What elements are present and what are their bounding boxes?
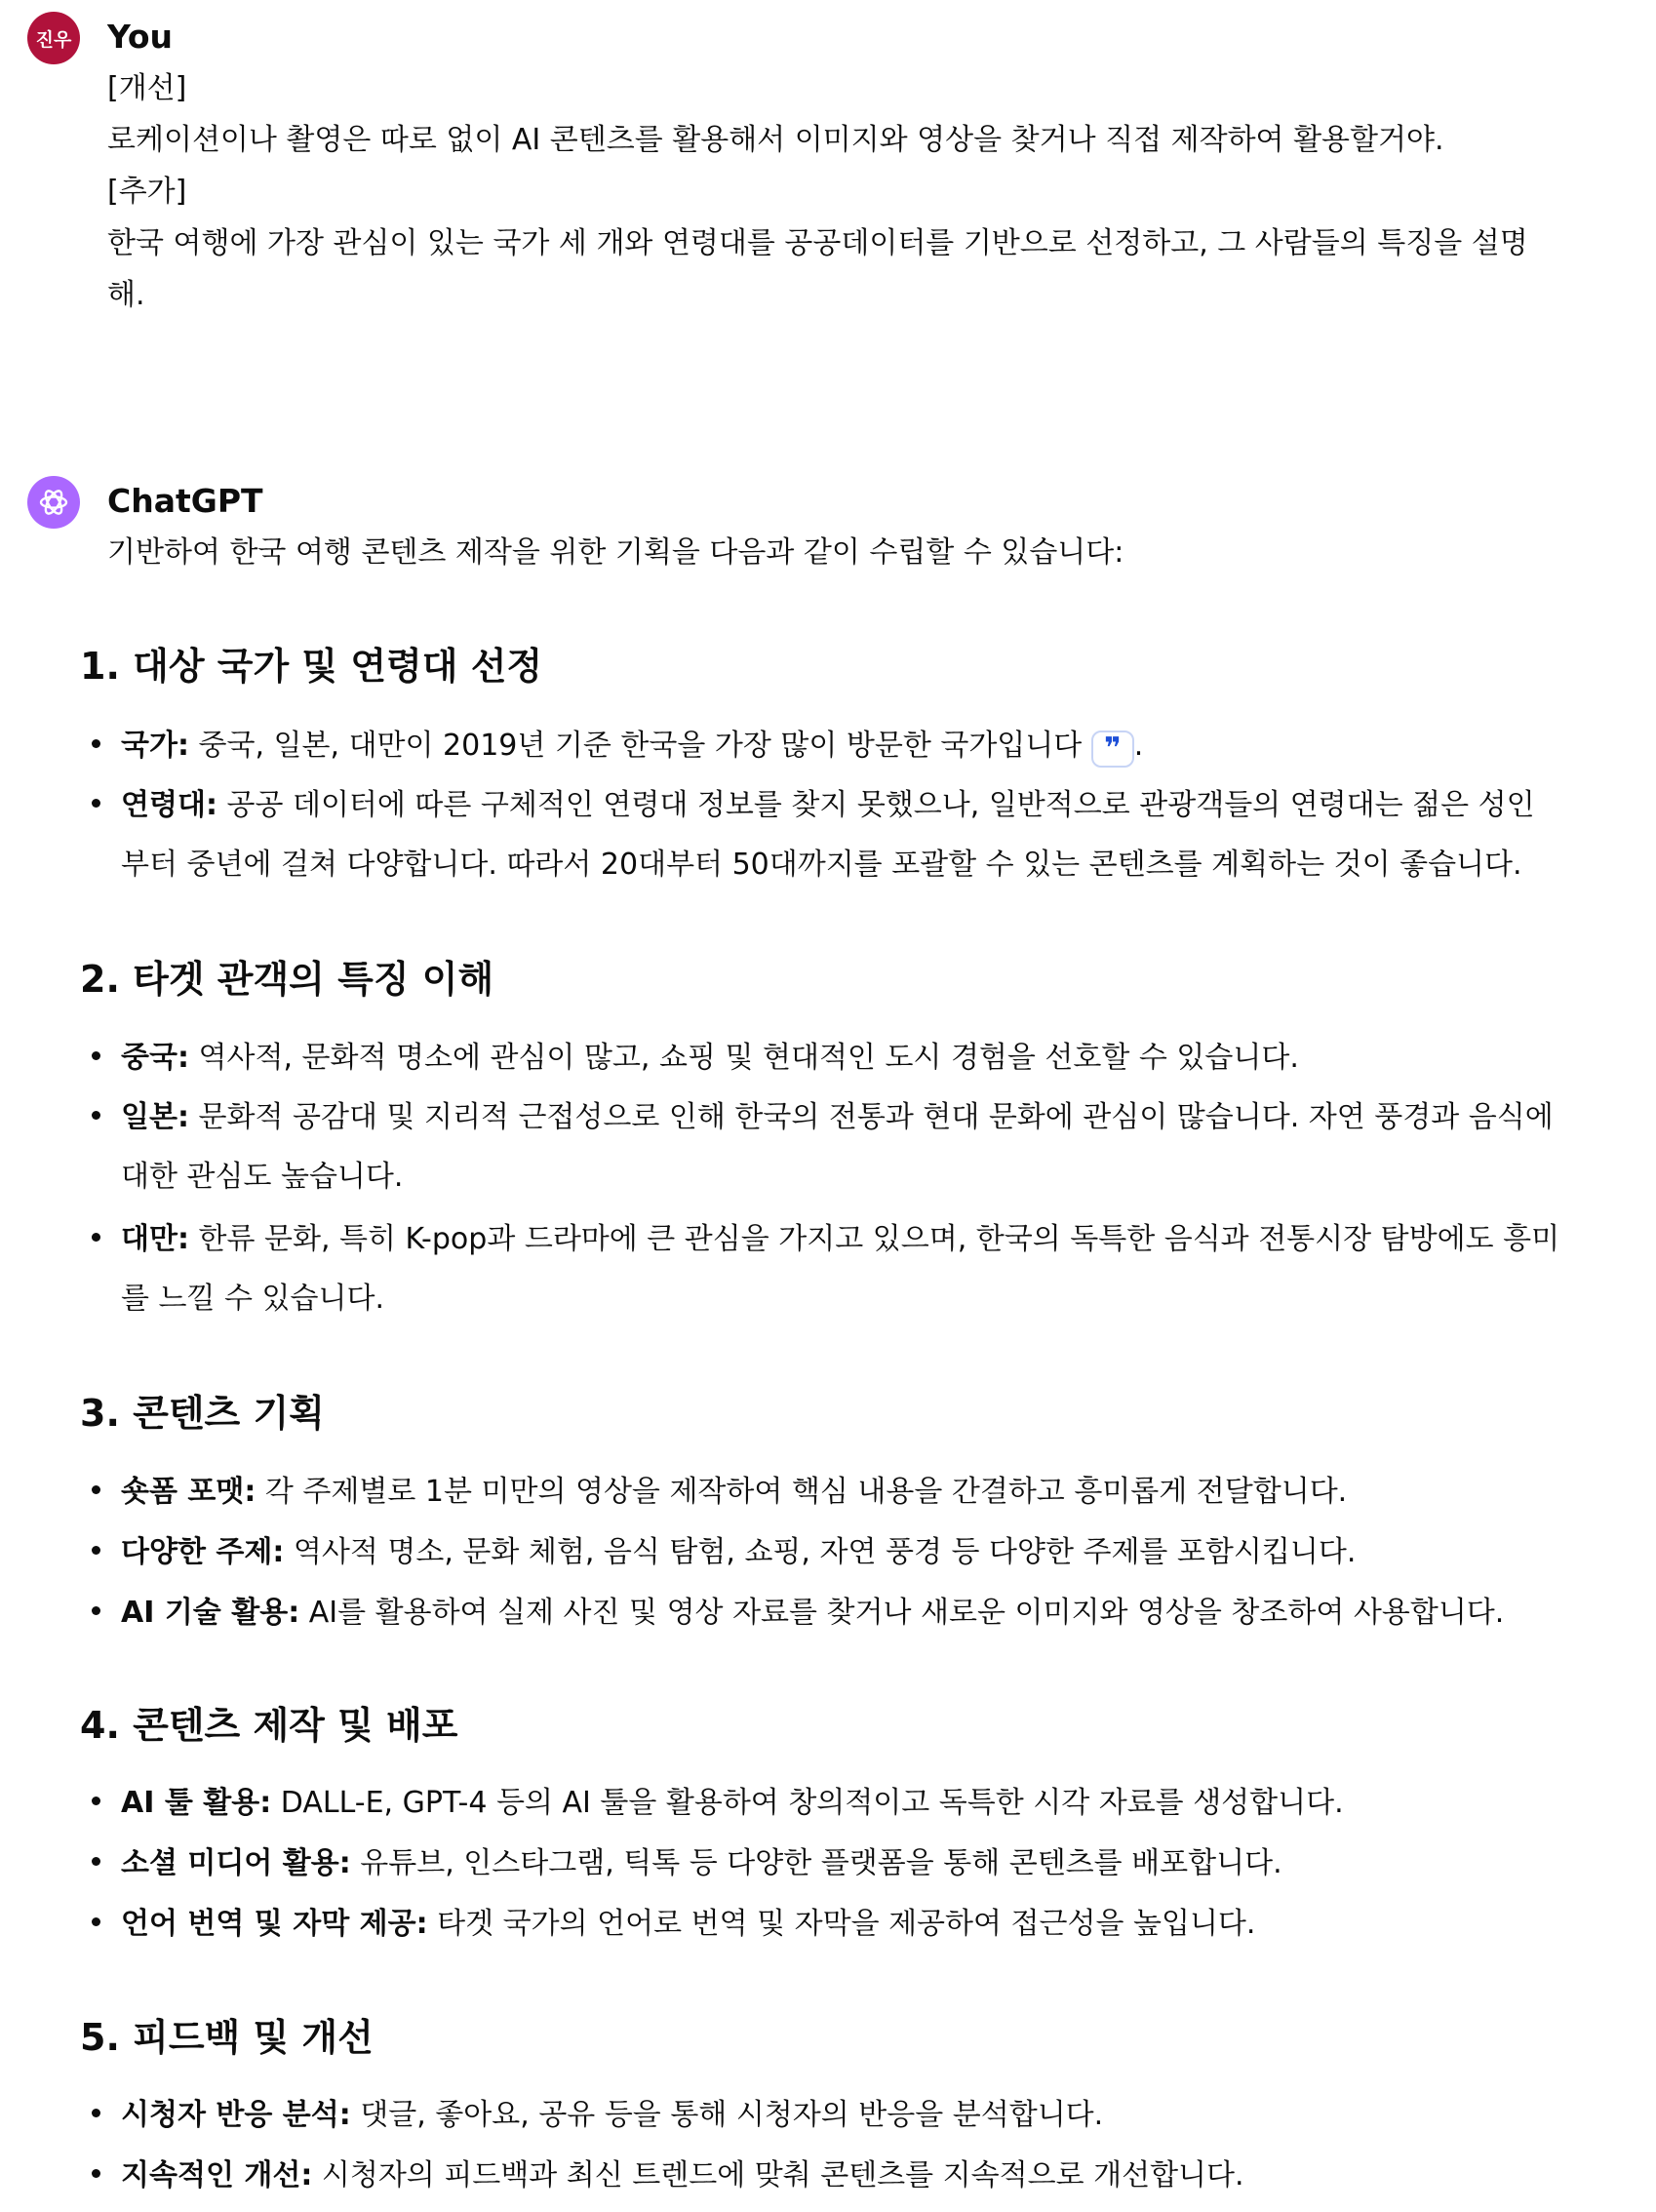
bullet-label: 국가: bbox=[121, 729, 189, 763]
user-message-line: [추가] bbox=[107, 175, 187, 209]
bullet-dot bbox=[92, 1857, 100, 1866]
bullet-text: 역사적 명소, 문화 체험, 음식 탐험, 쇼핑, 자연 풍경 등 다양한 주제를 포함시킵니다. bbox=[284, 1535, 1357, 1569]
bullet-text: 각 주제별로 1분 미만의 영상을 제작하여 핵심 내용을 간결하고 흥미롭게 전달합니다. bbox=[256, 1475, 1348, 1509]
bullet-dot bbox=[92, 1111, 100, 1120]
bullet-dot bbox=[92, 1606, 100, 1615]
bullet-label: 다양한 주제: bbox=[121, 1535, 285, 1569]
bullet-text: 유튜브, 인스타그램, 틱톡 등 다양한 플랫폼을 통해 콘텐츠를 배포합니다. bbox=[350, 1846, 1282, 1880]
bullet-text: 중국, 일본, 대만이 2019년 기준 한국을 가장 많이 방문한 국가입니다 bbox=[188, 729, 1091, 763]
bullet-text: 타겟 국가의 언어로 번역 및 자막을 제공하여 접근성을 높입니다. bbox=[427, 1907, 1256, 1941]
bullet-label: 언어 번역 및 자막 제공: bbox=[121, 1907, 428, 1941]
chatgpt-avatar bbox=[27, 476, 80, 529]
bullet-dot bbox=[92, 1485, 100, 1494]
bullet-text: 댓글, 좋아요, 공유 등을 통해 시청자의 반응을 분석합니다. bbox=[350, 2098, 1104, 2132]
bullet-dot bbox=[92, 1917, 100, 1926]
section-heading: 3. 콘텐츠 기획 bbox=[80, 1392, 325, 1435]
bullet-dot bbox=[92, 2109, 100, 2117]
bullet-text: 시청자의 피드백과 최신 트렌드에 맞춰 콘텐츠를 지속적으로 개선합니다. bbox=[312, 2158, 1244, 2192]
user-avatar[interactable] bbox=[27, 12, 80, 64]
bullet-dot bbox=[92, 739, 100, 748]
bullet-text: 역사적, 문화적 명소에 관심이 많고, 쇼핑 및 현대적인 도시 경험을 선호할 수 있습니다. bbox=[188, 1041, 1299, 1075]
bullet-dot bbox=[92, 799, 100, 808]
section-heading: 2. 타겟 관객의 특징 이해 bbox=[80, 958, 494, 1001]
bullet-label: 연령대: bbox=[121, 788, 217, 822]
bullet-label: 소셜 미디어 활용: bbox=[121, 1846, 351, 1880]
bullet-label: AI 기술 활용: bbox=[121, 1596, 300, 1630]
bullet-text: 문화적 공감대 및 지리적 근접성으로 인해 한국의 전통과 현대 문화에 관심이 많습니다. 자연 풍경과 음식에 bbox=[188, 1100, 1554, 1134]
section-heading: 5. 피드백 및 개선 bbox=[80, 2016, 374, 2059]
citation-link[interactable]: ❞ bbox=[1091, 731, 1134, 768]
bullet-label: 중국: bbox=[121, 1041, 189, 1075]
user-message-line: 해. bbox=[107, 278, 145, 312]
user-avatar-text: 진우 bbox=[35, 28, 72, 51]
user-author-name: You bbox=[107, 18, 174, 56]
bullet-dot bbox=[92, 2169, 100, 2178]
bullet-text-continued: 대한 관심도 높습니다. bbox=[121, 1160, 404, 1194]
bullet-text: DALL-E, GPT-4 등의 AI 툴을 활용하여 창의적이고 독특한 시각 자료를 생성합니다. bbox=[271, 1786, 1344, 1820]
bullet-label: 일본: bbox=[121, 1100, 189, 1134]
bullet-text: 공공 데이터에 따른 구체적인 연령대 정보를 찾지 못했으나, 일반적으로 관광객들의 연령대는 젊은 성인 bbox=[217, 788, 1535, 822]
user-message-line: [개선] bbox=[107, 71, 187, 105]
bullet-text-tail: . bbox=[1133, 729, 1144, 763]
bullet-dot bbox=[92, 1546, 100, 1555]
bullet-label: 대만: bbox=[121, 1222, 189, 1256]
section-heading: 1. 대상 국가 및 연령대 선정 bbox=[80, 645, 543, 688]
assistant-intro: 기반하여 한국 여행 콘텐츠 제작을 위한 기획을 다음과 같이 수립할 수 있습니다: bbox=[107, 535, 1124, 570]
bullet-text-continued: 부터 중년에 걸쳐 다양합니다. 따라서 20대부터 50대까지를 포괄할 수 있는 콘텐츠를 계획하는 것이 좋습니다. bbox=[121, 848, 1522, 882]
bullet-dot bbox=[92, 1051, 100, 1060]
user-message-line: 한국 여행에 가장 관심이 있는 국가 세 개와 연령대를 공공데이터를 기반으로 선정하고, 그 사람들의 특징을 설명 bbox=[107, 226, 1528, 260]
bullet-text: 한류 문화, 특히 K-pop과 드라마에 큰 관심을 가지고 있으며, 한국의 독특한 음식과 전통시장 탐방에도 흥미 bbox=[188, 1222, 1560, 1256]
user-message-text bbox=[107, 62, 1629, 321]
bullet-text-continued: 를 느낄 수 있습니다. bbox=[121, 1282, 384, 1316]
user-message-line: 로케이션이나 촬영은 따로 없이 AI 콘텐츠를 활용해서 이미지와 영상을 찾거나 직접 제작하여 활용할거야. bbox=[107, 123, 1444, 157]
bullet-label: AI 툴 활용: bbox=[121, 1786, 272, 1820]
bullet-label: 숏폼 포맷: bbox=[121, 1475, 256, 1509]
bullet-dot bbox=[92, 1797, 100, 1805]
bullet-label: 시청자 반응 분석: bbox=[121, 2098, 351, 2132]
section-heading: 4. 콘텐츠 제작 및 배포 bbox=[80, 1704, 458, 1747]
bullet-text: AI를 활용하여 실제 사진 및 영상 자료를 찾거나 새로운 이미지와 영상을 창조하여 사용합니다. bbox=[299, 1596, 1505, 1630]
bullet-dot bbox=[92, 1233, 100, 1242]
openai-logo-icon bbox=[37, 486, 70, 519]
bullet-label: 지속적인 개선: bbox=[121, 2158, 313, 2192]
assistant-author-name: ChatGPT bbox=[107, 482, 263, 520]
